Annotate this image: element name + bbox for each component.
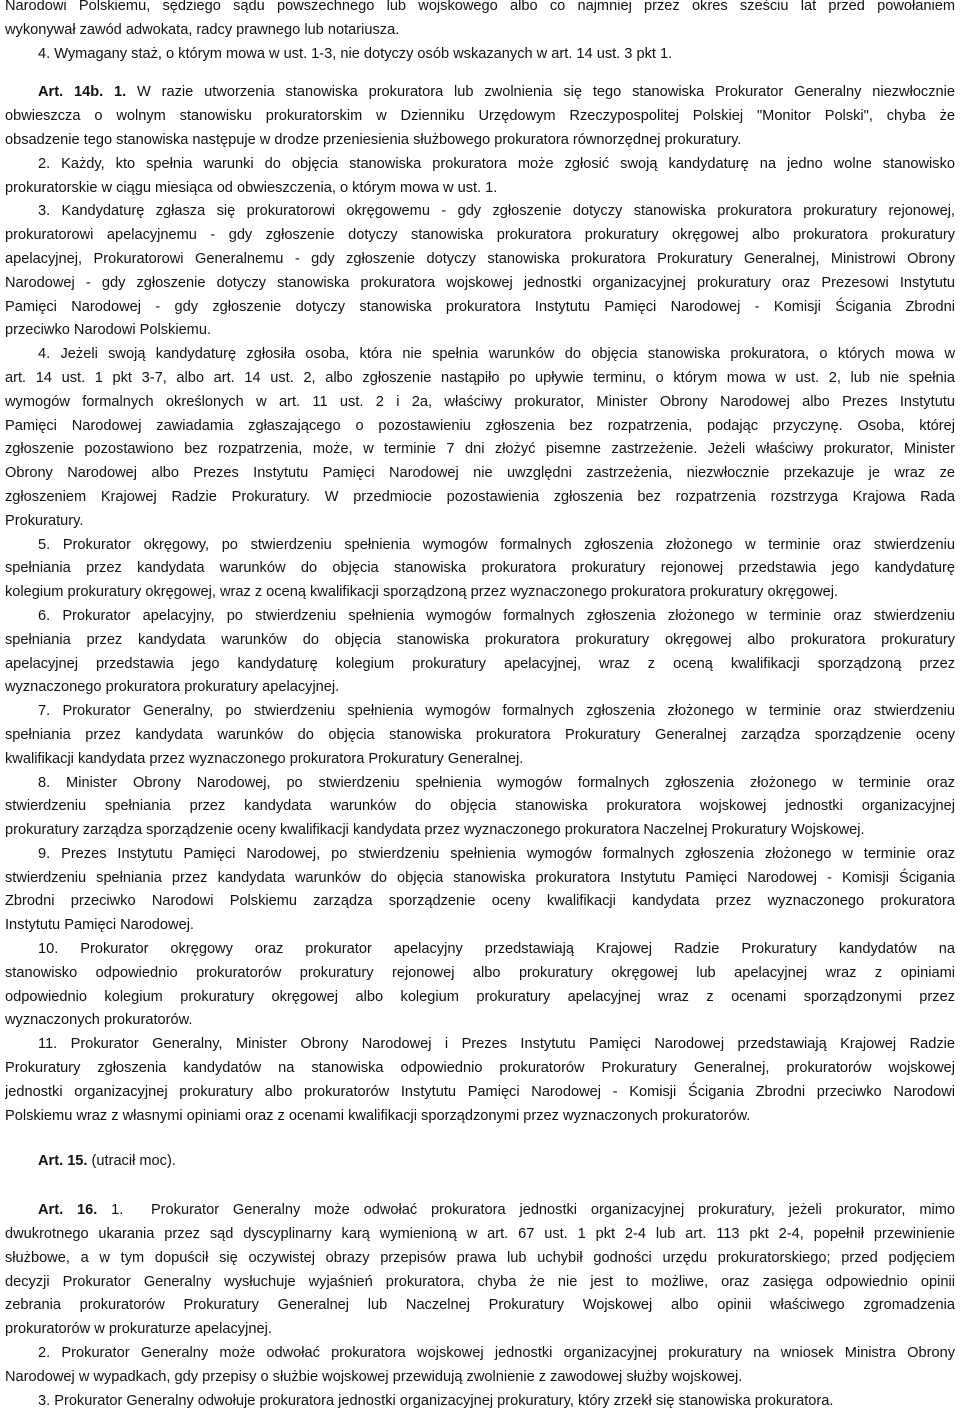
text-line: spełniania przez kandydata warunków do objęcia stanowiska prokuratora Prokuratury Generalnej zarządza sporządzenie oceny [5, 726, 955, 743]
text-line: apelacyjnej przedstawia jego kandydaturę kolegium prokuratury apelacyjnej, wraz z oceną kwalifikacji sporządzoną przez [5, 655, 955, 672]
intro-block [5, 0, 955, 66]
article-label: Art. 16. [38, 1202, 98, 1219]
text-line: 4. Jeżeli swoją kandydaturę zgłosiła osoba, która nie spełnia warunków do objęcia stanowiska prokuratora, o których mowa w [38, 346, 955, 363]
text-line: prokuratury zarządza sporządzenie oceny kwalifikacji kandydata przez wyznaczonego prokuratora Naczelnej Prokuratury Wojskowej. [5, 822, 865, 839]
text-line: Zbrodni przeciwko Narodowi Polskiemu zarządza sporządzenie oceny kwalifikacji kandydata przez wyznaczonego prokuratora [5, 893, 955, 910]
text-line: wyznaczonych prokuratorów. [5, 1012, 193, 1029]
text-line: Pamięci Narodowej zawiadamia zgłaszającego o pozostawieniu zgłoszenia bez rozpatrzenia, podając przyczynę. Osoba, której [5, 417, 955, 434]
text-line: prokuratorowi apelacyjnemu - gdy zgłoszenie dotyczy stanowiska prokuratora prokuratury okręgowej albo prokuratora prokuratury [5, 227, 955, 244]
text-line: 2. Prokurator Generalny może odwołać prokuratora wojskowej jednostki organizacyjnej prokuratury na wniosek Ministra Obrony [38, 1345, 955, 1362]
text-line: zgłoszeniem Krajowej Radzie Prokuratury. W przedmiocie pozostawienia zgłoszenia bez rozpatrzenia rozstrzyga Krajowa Rada [5, 488, 955, 505]
text-line: Narodowej w wypadkach, gdy przepisy o służbie wojskowej przewidują zwolnienie z zawodowej służby wojskowej. [5, 1368, 743, 1385]
text-line: stanowisko odpowiednio prokuratorów prokuratury rejonowej albo prokuratury okręgowej lub apelacyjnej wraz z opiniami [5, 964, 955, 981]
text-line: prokuratorskie w ciągu miesiąca od obwieszczenia, o którym mowa w ust. 1. [5, 179, 498, 196]
text-span: (utracił moc). [91, 1153, 176, 1170]
text-line: służbowe, a w tym dopuścił się oczywistej obrazy przepisów prawa lub uchybił godności urzędu prokuratorskiego; przed podjęciem [5, 1249, 955, 1266]
text-line: obwieszcza o wolnym stanowisku prokuratorskim w Dzienniku Urzędowym Rzeczypospolitej Polskiej "Monitor Polski", chyba że [5, 108, 955, 125]
text-line: 8. Minister Obrony Narodowej, po stwierdzeniu spełnienia wymogów formalnych zgłoszenia złożonego w terminie oraz [38, 774, 955, 791]
text-line: Instytutu Pamięci Narodowej. [5, 917, 194, 934]
paragraph-number: 1. [111, 1202, 124, 1219]
text-line: Pamięci Narodowej - gdy zgłoszenie dotyczy stanowiska prokuratora Instytutu Pamięci Narodowej - Komisji Ścigania Zbrodni [5, 298, 955, 315]
text-line: zebrania prokuratorów Prokuratury Generalnej lub Naczelnej Prokuratury Wojskowej albo opinii właściwego zgromadzenia [5, 1297, 955, 1314]
text-line: 2. Każdy, kto spełnia warunki do objęcia stanowiska prokuratora może zgłosić swoją kandydaturę na jedno wolne stanowisko [38, 155, 955, 172]
text-line: spełniania przez kandydata warunków do objęcia stanowiska prokuratora prokuratury rejonowej przedstawia jego kandydaturę [5, 560, 955, 577]
paragraph-number: 1. [114, 84, 127, 101]
text-line: art. 14 ust. 1 pkt 3-7, albo art. 14 ust. 2, albo zgłoszenie nastąpiło po upływie terminu, o którym mowa w ust. 2, lub nie spełnia [5, 369, 955, 386]
text-line [5, 81, 955, 105]
text-line: 3. Prokurator Generalny odwołuje prokuratora jednostki organizacyjnej prokuratury, który zrzekł się stanowiska prokuratora. [38, 1392, 834, 1409]
text-line: 4. Wymagany staż, o którym mowa w ust. 1-3, nie dotyczy osób wskazanych w art. 14 ust. 3 pkt 1. [38, 45, 673, 62]
article-14b [5, 81, 955, 1128]
text-line: Prokuratury. [5, 512, 84, 529]
text-line: kwalifikacji kandydata przez wyznaczonego prokuratora Prokuratury Generalnej. [5, 750, 524, 767]
text-line: obsadzenie tego stanowiska następuje w drodze przeniesienia służbowego prokuratora równorzędnej prokuratury. [5, 131, 742, 148]
text-line: Narodowi Polskiemu, sędziego sądu powszechnego lub wojskowego albo co najmniej przez okres sześciu lat przed powołaniem [5, 0, 955, 14]
text-line: spełniania przez kandydata warunków do objęcia stanowiska prokuratora prokuratury okręgowej albo prokuratora prokuratury [5, 631, 955, 648]
text-line: zgłoszenie pozostawiono bez rozpatrzenia, może, w terminie 7 dni złożyć pisemne zastrzeżenie. Jeżeli właściwy prokurator, Minister [5, 441, 955, 458]
text-line: dwukrotnego ukarania przez sąd dyscyplinarny karą wymienioną w art. 67 ust. 1 pkt 2-4 lub art. 113 pkt 2-4, popełnił przewinienie [5, 1226, 955, 1243]
text-line: Narodowej - gdy zgłoszenie dotyczy stanowiska prokuratora wojskowej jednostki organizacyjnej prokuratury oraz Prezesowi Instytutu [5, 274, 955, 291]
text-line: stwierdzeniu spełniania przez kandydata warunków do objęcia stanowiska prokuratora Instytutu Pamięci Narodowej - Komisji Ścigania [5, 869, 955, 886]
article-15 [5, 1150, 955, 1174]
article-label: Art. 15. [38, 1153, 88, 1170]
text-span: W razie utworzenia stanowiska prokuratora lub zwolnienia się tego stanowiska Prokurator Generalny niezwłocznie [137, 84, 955, 101]
text-line: kolegium prokuratury okręgowej, wraz z oceną kwalifikacji sporządzoną przez wyznaczonego prokuratora prokuratury okręgowej. [5, 584, 839, 601]
text-line: 10. Prokurator okręgowy oraz prokurator apelacyjny przedstawiają Krajowej Radzie Prokuratury kandydatów na [38, 941, 955, 958]
text-line: wymogów formalnych określonych w art. 11 ust. 2 i 2a, właściwy prokurator, Minister Obrony Narodowej albo Prezes Instytutu [5, 393, 955, 410]
text-line: 6. Prokurator apelacyjny, po stwierdzeniu spełnienia wymogów formalnych zgłoszenia złożonego w terminie oraz stwierdzeniu [38, 607, 955, 624]
text-line: Prokuratury zgłoszenia kandydatów na stanowiska odpowiednio prokuratorów Prokuratury Generalnej, prokuratorów wojskowej [5, 1060, 955, 1077]
article-label: Art. 14b. [38, 84, 104, 101]
text-line: odpowiednio kolegium prokuratury okręgowej albo kolegium prokuratury apelacyjnej wraz z ocenami sporządzonymi przez [5, 988, 955, 1005]
text-line: stwierdzeniu spełniania przez kandydata warunków do objęcia stanowiska prokuratora wojskowej jednostki organizacyjnej [5, 798, 955, 815]
text-line: Polskiemu wraz z własnymi opiniami oraz z ocenami kwalifikacji sporządzonymi przez wyznaczonych prokuratorów. [5, 1107, 751, 1124]
text-line: jednostki organizacyjnej prokuratury albo prokuratorów Instytutu Pamięci Narodowej - Komisji Ścigania Zbrodni przeciwko Narodowi [5, 1083, 955, 1100]
text-span: Prokurator Generalny może odwołać prokuratora jednostki organizacyjnej prokuratury, jeżeli prokurator, mimo [150, 1202, 955, 1219]
text-line [5, 1199, 955, 1223]
text-line: prokuratorów w prokuraturze apelacyjnej. [5, 1321, 272, 1338]
text-line [5, 1150, 955, 1174]
text-line: apelacyjnej, Prokuratorowi Generalnemu - gdy zgłoszenie dotyczy stanowiska prokuratora Prokuratury Generalnej, Ministrowi Obrony [5, 250, 955, 267]
text-line: 5. Prokurator okręgowy, po stwierdzeniu spełnienia wymogów formalnych zgłoszenia złożonego w terminie oraz stwierdzeniu [38, 536, 955, 553]
text-line: Obrony Narodowej albo Prezes Instytutu Pamięci Narodowej nie uwzględni zastrzeżenia, niezwłocznie przekazuje je wraz ze [5, 465, 955, 482]
text-line: przeciwko Narodowi Polskiemu. [5, 322, 212, 339]
text-line: 7. Prokurator Generalny, po stwierdzeniu spełnienia wymogów formalnych zgłoszenia złożonego w terminie oraz stwierdzeniu [38, 703, 955, 720]
text-line: wyznaczonego prokuratora prokuratury apelacyjnej. [5, 679, 340, 696]
text-line: decyzji Prokurator Generalny wysłuchuje wyjaśnień prokuratora, chyba że nie jest to możliwe, oraz zasięga odpowiednio opinii [5, 1273, 955, 1290]
article-16 [5, 1199, 955, 1413]
text-line: 11. Prokurator Generalny, Minister Obrony Narodowej i Prezes Instytutu Pamięci Narodowej przedstawiają Krajowej Radzie [38, 1036, 955, 1053]
text-line: wykonywał zawód adwokata, radcy prawnego lub notariusza. [5, 21, 400, 38]
text-line: 9. Prezes Instytutu Pamięci Narodowej, po stwierdzeniu spełnienia wymogów formalnych zgłoszenia złożonego w terminie oraz [38, 845, 955, 862]
text-line: 3. Kandydaturę zgłasza się prokuratorowi okręgowemu - gdy zgłoszenie dotyczy stanowiska prokuratora prokuratury rejonowej, [38, 203, 955, 220]
